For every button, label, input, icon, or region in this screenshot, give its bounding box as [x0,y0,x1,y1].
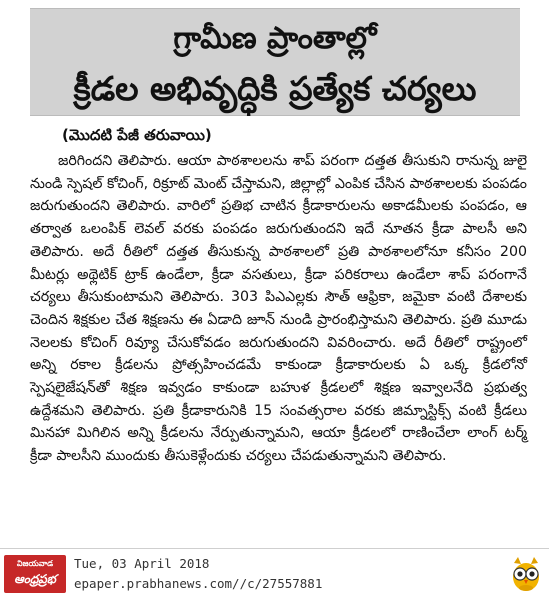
newspaper-name: ఆంధ్రప్రభ [14,572,56,586]
article-paragraph: జరిగిందని తెలిపారు. ఆయా పాఠశాలలను శాప్ పరంగా దత్తత తీసుకుని రానున్న జులై నుండి స్పెషల్ కోచింగ్, రిక్రూట్ మెంట్ చేస్తామని, జిల్లాల్లో ఎంపిక చేసిన పాఠశాలలకు పంపడం జరుగుతుందని తెలిపారు. వారిలో ప్రతిభ చాటిన క్రీడాకారులను అకాడమీలకు పంపడం, ఆ తర్వాత ఒలంపిక్ లెవల్ వరకు పంపడం జరుగుతుందని ఇదే నూతన క్రీడా పాలసీ అని తెలిపారు. అదే రీతిలో దత్తత తీసుకున్న పాఠశాలలో ప్రతి పాఠశాలలోనూ కనీసం 200 మీటర్లు అథ్లెటిక్ ట్రాక్ ఉండేలా, క్రీడా వసతులు, క్రీడా పరికరాలు ఉండేలా శాప్ పరంగానే చర్యలు తీసుకుంటామని తెలిపారు. 303 పిఎఎల్లకు సౌత్ ఆఫ్రికా, జమైకా వంటి దేశాలకు చెందిన శిక్షకుల చేత శిక్షణను ఈ ఏడాది జూన్ నుండి ప్రారంభిస్తామని తెలిపారు. ప్రతి మూడు నెలలకు కోచింగ్ రివ్యూ చేసుకోవడం జరుగుతుందని వివరించారు. అదే రీతిలో రాష్ట్రంలో అన్ని రకాల క్రీడలను ప్రోత్సహించడమే కాకుండా క్రీడాకారులకు ఏ ఒక్క క్రీడలోనో స్పెషలైజేషన్‌తో శిక్షణ ఇవ్వడం కాకుండా బహుళ క్రీడలలో శిక్షణ ఇవ్వాలనేది ప్రభుత్వ ఉద్దేశమని తెలిపారు. ప్రతి క్రీడాకారునికి 15 సంవత్సరాల వరకు జిమ్నాస్టిక్స్ వంటి క్రీడలు మినహా మిగిలిన అన్ని క్రీడలను నేర్పుతున్నామని, ఆయా క్రీడలలో రాణించేలా లాంగ్ టర్మ్ క్రీడా పాలసీని ముందుకు తీసుకెళ్లేందుకు చర్యలు చేపడుతున్నామని తెలిపారు. [30,153,527,465]
newspaper-logo[interactable] [4,555,66,593]
edition-city: విజయవాడ [16,559,54,568]
headline-line-1: గ్రామీణ ప్రాంతాల్లో [173,21,377,56]
owl-icon [508,555,544,593]
headline-line-2: క్రీడల అభివృద్ధికి ప్రత్యేక చర్యలు [73,69,477,108]
headline-box [30,8,520,116]
issue-date: Tue, 03 April 2018 [74,556,210,571]
epaper-footer [0,548,549,598]
epaper-link[interactable]: epaper.prabhanews.com//c/27557881 [74,576,323,591]
article-body [30,150,527,468]
continued-from-label: (మొదటి పేజీ తరువాయి) [62,126,212,144]
